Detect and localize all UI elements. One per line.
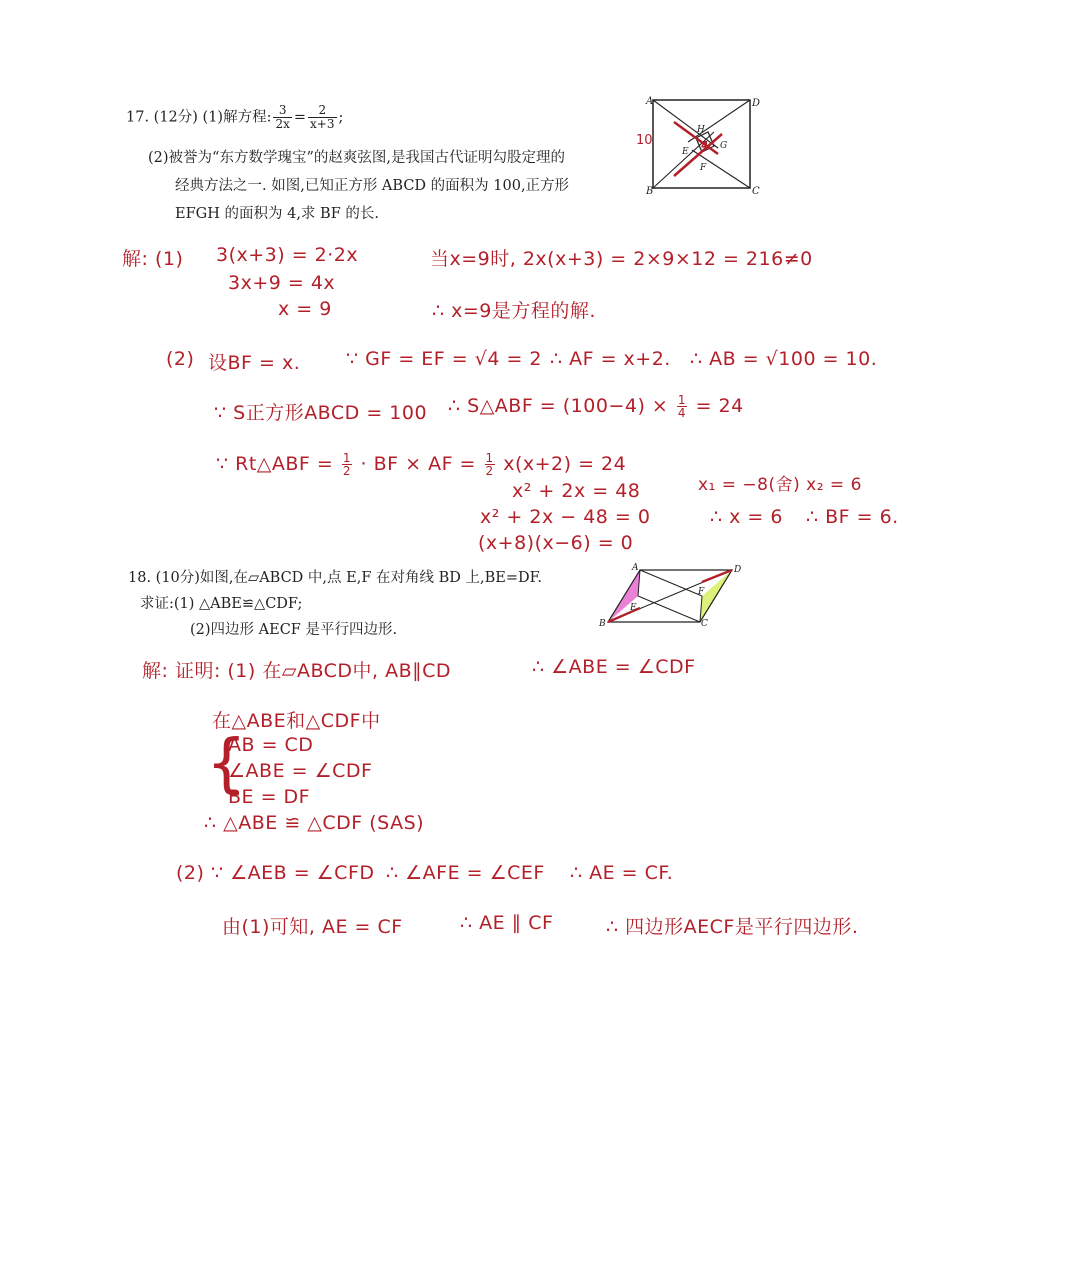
sol17-p2-conc2: ∴ BF = 6. <box>806 506 899 528</box>
q17-label-a: A <box>646 96 654 107</box>
sol17-p2-line2b-end: = 24 <box>695 395 744 417</box>
sol17-p1-label: 解: (1) <box>122 248 184 270</box>
q17-rhs-den: x+3 <box>310 117 335 131</box>
sol17-p2-half2 <box>485 452 495 477</box>
sol17-half1-num: 1 <box>342 451 351 465</box>
q17-annot-side: 10 <box>636 133 653 148</box>
q17-lhs-num: 3 <box>273 104 291 118</box>
sol17-p2-label: (2) <box>166 348 195 370</box>
sol17-p2-line2a: ∵ S正方形ABCD = 100 <box>214 402 428 424</box>
q17-label-h: H <box>697 125 705 135</box>
q18-label-a: A <box>632 563 639 573</box>
sol17-quarter-num: 1 <box>677 393 687 407</box>
q17-label-g: G <box>720 141 728 151</box>
q17-part2-line2: 经典方法之一. 如图,已知正方形 ABCD 的面积为 100,正方形 <box>175 178 570 194</box>
sol18-p2e: ∴ AE ∥ CF <box>460 912 554 934</box>
sol17-p2-line4: x² + 2x = 48 <box>512 480 641 502</box>
sol18-p2d: 由(1)可知, AE = CF <box>222 916 403 938</box>
sol17-p1-line2: 3x+9 = 4x <box>228 272 336 294</box>
sol17-p2-line3b: · BF × AF = <box>360 453 476 475</box>
q17-equals: = <box>293 109 307 126</box>
sol17-p2-line1d: ∴ AB = √100 = 10. <box>690 348 878 370</box>
sol17-quarter-den: 4 <box>677 406 687 420</box>
q18-figure <box>596 560 746 630</box>
q17-label-c: C <box>752 186 760 197</box>
q17-header <box>126 104 343 131</box>
q17-eq-end: ; <box>338 109 344 126</box>
q17-annot-inner: 4 <box>701 139 709 152</box>
q18-line3: (2)四边形 AECF 是平行四边形. <box>190 622 398 638</box>
q17-part2-line3: EFGH 的面积为 4,求 BF 的长. <box>175 206 379 222</box>
sol17-p2-line2b <box>448 394 744 419</box>
sol17-p2-line3a: ∵ Rt△ABF = <box>216 453 334 475</box>
q18-label-e: E <box>630 603 637 613</box>
sol17-half2-num: 1 <box>485 451 494 465</box>
sol17-p2-line5: x² + 2x − 48 = 0 <box>480 506 651 528</box>
sol18-p2b: ∴ ∠AFE = ∠CEF <box>386 862 545 884</box>
sol17-p2-line1a: 设BF = x. <box>208 352 301 374</box>
sol17-p1-conclusion: ∴ x=9是方程的解. <box>432 300 596 322</box>
q17-label-f: F <box>700 163 707 173</box>
q17-lhs-den: 2x <box>275 117 290 131</box>
q17-rhs-num: 2 <box>308 104 336 118</box>
q17-figure <box>630 92 770 200</box>
sol17-p2-line1c: ∴ AF = x+2. <box>550 348 671 370</box>
q17-lhs-fraction <box>273 104 291 131</box>
sol17-p1-line3: x = 9 <box>278 298 332 320</box>
sol17-p1-check: 当x=9时, 2x(x+3) = 2×9×12 = 216≠0 <box>430 248 813 270</box>
sol18-brace-item2: ∠ABE = ∠CDF <box>228 760 373 782</box>
sol17-p2-line2b-text: ∴ S△ABF = (100−4) × <box>448 395 669 417</box>
sol17-p2-roots: x₁ = −8(舍) x₂ = 6 <box>698 475 862 495</box>
sol17-p1-line1: 3(x+3) = 2·2x <box>216 244 359 266</box>
sol18-p2f: ∴ 四边形AECF是平行四边形. <box>606 916 859 938</box>
sol18-line2: 在△ABE和△CDF中 <box>212 710 381 732</box>
sol18-line3: ∴ △ABE ≌ △CDF (SAS) <box>204 812 425 834</box>
sol18-p2c: ∴ AE = CF. <box>570 862 674 884</box>
q17-label-b: B <box>646 186 654 197</box>
sol18-brace-item1: AB = CD <box>228 734 314 756</box>
sol17-half2-den: 2 <box>485 464 494 478</box>
sol18-p2a: (2) ∵ ∠AEB = ∠CFD <box>176 862 375 884</box>
q18-line2: 求证:(1) △ABE≌△CDF; <box>140 596 303 612</box>
q17-header-text: 17. (12分) (1)解方程: <box>126 109 272 126</box>
q18-label-b: B <box>599 619 606 629</box>
sol18-brace-item3: BE = DF <box>228 786 311 808</box>
q17-rhs-fraction <box>308 104 336 131</box>
sol17-p2-line3c: x(x+2) = 24 <box>503 453 627 475</box>
sol18-line1a: 解: 证明: (1) 在▱ABCD中, AB∥CD <box>142 660 452 682</box>
q17-label-e: E <box>682 147 689 157</box>
q17-part2-line1: (2)被誉为“东方数学瑰宝”的赵爽弦图,是我国古代证明勾股定理的 <box>148 150 565 166</box>
sol17-p2-quarter <box>677 394 687 419</box>
sol17-p2-line1b: ∵ GF = EF = √4 = 2 <box>346 348 542 370</box>
q18-header: 18. (10分)如图,在▱ABCD 中,点 E,F 在对角线 BD 上,BE=DF. <box>128 570 543 586</box>
q18-label-f: F <box>698 587 705 597</box>
sol17-p2-line6: (x+8)(x−6) = 0 <box>478 532 634 554</box>
q18-label-c: C <box>701 619 708 629</box>
sol18-brace: { <box>206 727 247 801</box>
sol17-p2-conc1: ∴ x = 6 <box>710 506 783 528</box>
sol17-p2-half1 <box>342 452 352 477</box>
q18-label-d: D <box>734 565 742 575</box>
sol17-p2-line3 <box>216 452 626 477</box>
q18-ec <box>638 596 700 622</box>
q17-label-d: D <box>752 98 761 109</box>
q18-af <box>640 570 702 596</box>
sol17-half1-den: 2 <box>342 464 351 478</box>
sol18-line1b: ∴ ∠ABE = ∠CDF <box>532 656 696 678</box>
